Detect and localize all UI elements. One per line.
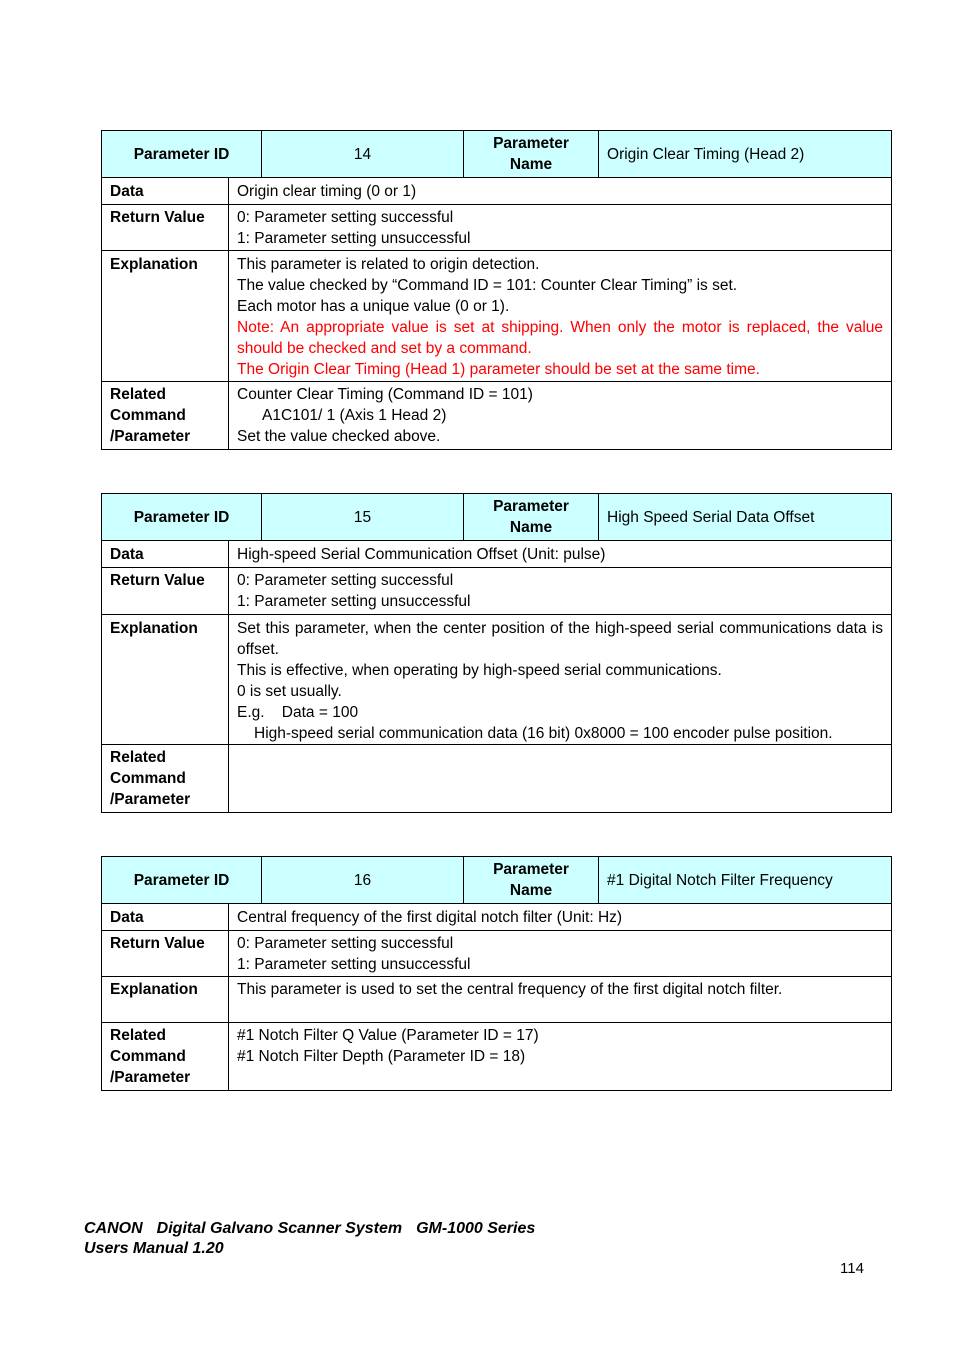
related-label: Related Command /Parameter (102, 745, 229, 813)
explanation-line: 0 is set usually. (237, 683, 342, 700)
footer-brand: CANON (84, 1220, 143, 1237)
related-line: Set the value checked above. (237, 428, 441, 445)
return-value-label: Return Value (102, 931, 229, 977)
return-value-row (102, 205, 892, 251)
explanation-line: High-speed serial communication data (16 bit) 0x8000 = 100 encoder pulse position. (254, 725, 833, 742)
return-value-content (229, 205, 892, 251)
param-id-label: Parameter ID (102, 857, 262, 904)
return-value-line: 0: Parameter setting successful (237, 209, 454, 226)
table-header-row (102, 131, 892, 178)
data-row (102, 541, 892, 568)
page-number: 114 (840, 1260, 864, 1277)
related-line: #1 Notch Filter Q Value (Parameter ID = 17) (237, 1027, 539, 1044)
footer-line-1 (84, 1219, 535, 1239)
explanation-line: Each motor has a unique value (0 or 1). (237, 298, 510, 315)
explanation-content (229, 977, 892, 1023)
page-footer (84, 1219, 535, 1259)
data-value: High-speed Serial Communication Offset (Unit: pulse) (229, 541, 892, 568)
param-name-value: High Speed Serial Data Offset (599, 494, 892, 541)
explanation-content (229, 251, 892, 382)
explanation-line: The value checked by “Command ID = 101: Counter Clear Timing” is set. (237, 277, 738, 294)
explanation-line: Set this parameter, when the center position of the high-speed serial communications data is offset. (237, 620, 884, 658)
explanation-line: This parameter is used to set the central frequency of the first digital notch filter. (237, 981, 783, 998)
data-row (102, 904, 892, 931)
footer-product: Digital Galvano Scanner System (156, 1220, 403, 1237)
parameter-table-15 (101, 493, 892, 813)
explanation-row (102, 615, 892, 745)
footer-series: GM-1000 Series (416, 1220, 536, 1237)
related-label: Related Command /Parameter (102, 1023, 229, 1091)
explanation-row (102, 977, 892, 1023)
return-value-label: Return Value (102, 205, 229, 251)
param-name-label: Parameter Name (464, 494, 599, 541)
explanation-line: This is effective, when operating by high-speed serial communications. (237, 662, 722, 679)
footer-manual: Users Manual 1.20 (84, 1240, 224, 1257)
table-header-row (102, 857, 892, 904)
explanation-content (229, 615, 892, 745)
return-value-label: Return Value (102, 568, 229, 615)
data-value: Origin clear timing (0 or 1) (229, 178, 892, 205)
explanation-label: Explanation (102, 615, 229, 745)
return-value-row (102, 931, 892, 977)
explanation-label: Explanation (102, 251, 229, 382)
table-header-row (102, 494, 892, 541)
param-name-label: Parameter Name (464, 131, 599, 178)
data-value: Central frequency of the first digital notch filter (Unit: Hz) (229, 904, 892, 931)
param-name-value: #1 Digital Notch Filter Frequency (599, 857, 892, 904)
return-value-content (229, 568, 892, 615)
param-name-label: Parameter Name (464, 857, 599, 904)
explanation-line: E.g. Data = 100 (237, 704, 359, 721)
related-label: Related Command /Parameter (102, 382, 229, 450)
return-value-line: 1: Parameter setting unsuccessful (237, 593, 471, 610)
related-line: Counter Clear Timing (Command ID = 101) (237, 386, 533, 403)
data-label: Data (102, 904, 229, 931)
return-value-line: 0: Parameter setting successful (237, 935, 454, 952)
param-id-label: Parameter ID (102, 494, 262, 541)
return-value-line: 1: Parameter setting unsuccessful (237, 956, 471, 973)
related-line: #1 Notch Filter Depth (Parameter ID = 18) (237, 1048, 526, 1065)
return-value-content (229, 931, 892, 977)
data-row (102, 178, 892, 205)
related-content (229, 1023, 892, 1091)
parameter-table-16 (101, 856, 892, 1091)
explanation-row (102, 251, 892, 382)
param-id-label: Parameter ID (102, 131, 262, 178)
explanation-line: This parameter is related to origin detection. (237, 256, 540, 273)
param-id-value: 14 (262, 131, 464, 178)
return-value-line: 0: Parameter setting successful (237, 572, 454, 589)
data-label: Data (102, 178, 229, 205)
param-name-value: Origin Clear Timing (Head 2) (599, 131, 892, 178)
return-value-line: 1: Parameter setting unsuccessful (237, 230, 471, 247)
related-line: A1C101/ 1 (Axis 1 Head 2) (262, 407, 447, 424)
related-row (102, 745, 892, 813)
param-id-value: 16 (262, 857, 464, 904)
related-row (102, 382, 892, 450)
related-content (229, 382, 892, 450)
return-value-row (102, 568, 892, 615)
data-label: Data (102, 541, 229, 568)
parameter-table-14 (101, 130, 892, 450)
explanation-label: Explanation (102, 977, 229, 1023)
related-content (229, 745, 892, 813)
related-row (102, 1023, 892, 1091)
explanation-note: Note: An appropriate value is set at shipping. When only the motor is replaced, the value should be checked and set by a command. (237, 319, 884, 357)
param-id-value: 15 (262, 494, 464, 541)
explanation-note-2: The Origin Clear Timing (Head 1) parameter should be set at the same time. (237, 361, 760, 378)
